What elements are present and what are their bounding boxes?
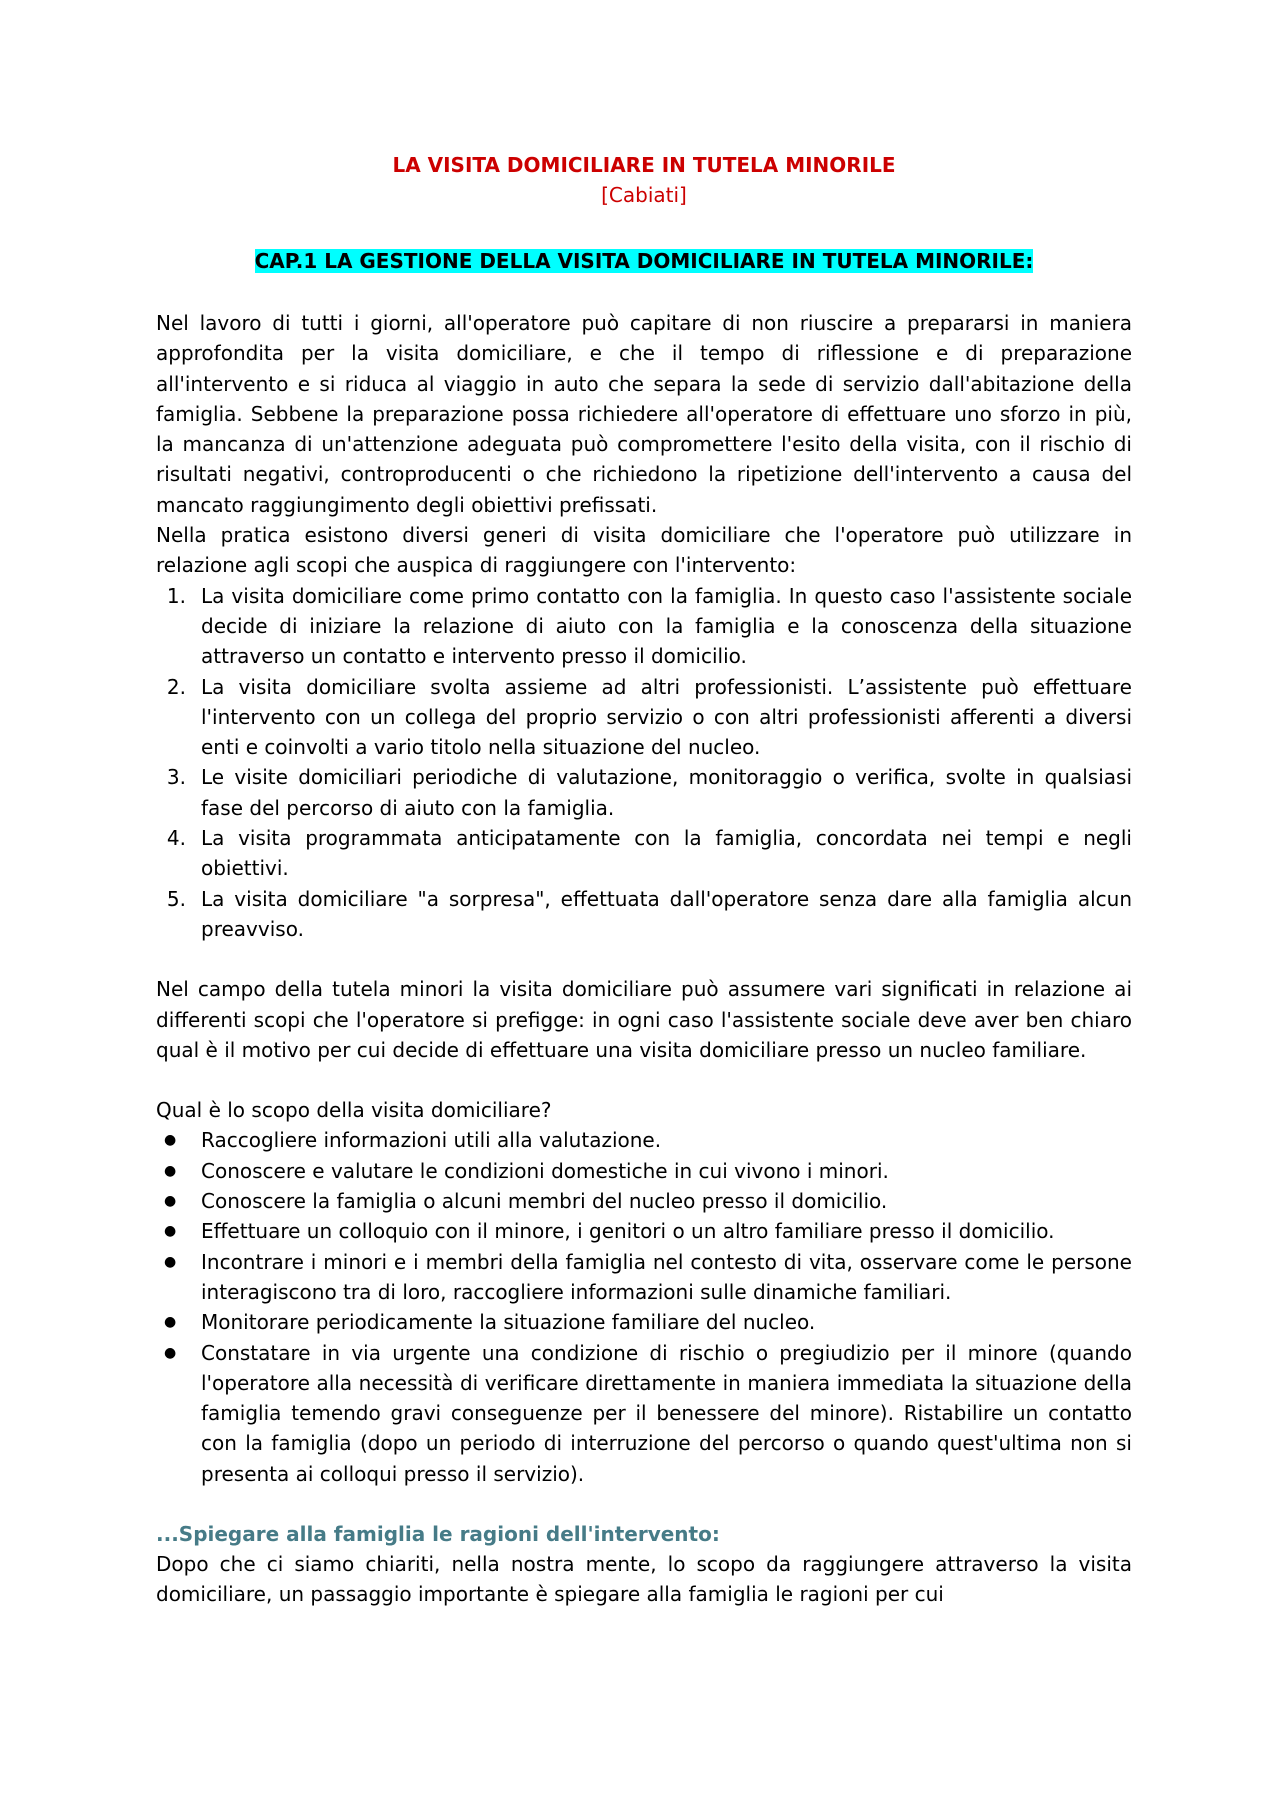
list-item-text: Constatare in via urgente una condizione di rischio o pregiudizio per il minore (quando l'operatore alla necessità di verificare direttamente in maniera immediata la situazione della famiglia temendo gravi conseguenze per il benessere del minore). Ristabilire un contatto con la famiglia (dopo un periodo di interruzione del percorso o quando quest'ultima non si presenta ai colloqui presso il servizio). <box>201 1340 1132 1486</box>
list-item-text: La visita domiciliare svolta assieme ad altri professionisti. L’assistente può effettuare l'intervento con un collega del proprio servizio o con altri professionisti afferenti a diversi enti e coinvolti a vario titolo nella situazione del nucleo. <box>201 674 1132 760</box>
list-item <box>156 884 1132 945</box>
list-item-text: La visita domiciliare come primo contatto con la famiglia. In questo caso l'assistente sociale decide di iniziare la relazione di aiuto con la famiglia e la conoscenza della situazione attraverso un contatto e intervento presso il domicilio. <box>201 583 1132 669</box>
visit-types-intro: Nella pratica esistono diversi generi di visita domiciliare che l'operatore può utilizzare in relazione agli scopi che auspica di raggiungere con l'intervento: <box>156 523 1132 578</box>
bullet-icon: ● <box>164 1132 177 1149</box>
list-item <box>156 1307 1132 1337</box>
document-title: LA VISITA DOMICILIARE IN TUTELA MINORILE <box>392 153 896 177</box>
purpose-question: Qual è lo scopo della visita domiciliare? <box>156 1098 552 1123</box>
bullet-icon: ● <box>164 1253 177 1270</box>
list-item-text: Conoscere e valutare le condizioni domestiche in cui vivono i minori. <box>201 1158 889 1183</box>
list-item <box>156 762 1132 823</box>
list-number: 4. <box>166 826 186 851</box>
list-item-text: Le visite domiciliari periodiche di valutazione, monitoraggio o verifica, svolte in qualsiasi fase del percorso di aiuto con la famiglia. <box>201 765 1132 820</box>
bullet-icon: ● <box>164 1193 177 1210</box>
visit-types-list <box>156 581 1132 945</box>
list-item <box>156 823 1132 884</box>
paragraph-spacer <box>156 1065 1132 1095</box>
paragraph-spacer <box>156 944 1132 974</box>
list-number: 5. <box>166 886 186 911</box>
chapter-heading-wrapper <box>156 246 1132 276</box>
list-item-text: Raccogliere informazioni utili alla valutazione. <box>201 1128 662 1153</box>
list-item-text: Incontrare i minori e i membri della famiglia nel contesto di vita, osservare come le persone interagiscono tra di loro, raccogliere informazioni sulle dinamiche familiari. <box>201 1249 1132 1304</box>
list-item-text: La visita domiciliare "a sorpresa", effettuata dall'operatore senza dare alla famiglia alcun preavviso. <box>201 886 1132 941</box>
list-item-text: Effettuare un colloquio con il minore, i genitori o un altro familiare presso il domicilio. <box>201 1219 1055 1244</box>
list-item <box>156 1338 1132 1489</box>
bullet-icon: ● <box>164 1314 177 1331</box>
list-item <box>156 672 1132 763</box>
list-item <box>156 1156 1132 1186</box>
bullet-icon: ● <box>164 1162 177 1179</box>
document-author: [Cabiati] <box>601 183 687 207</box>
section-paragraph: Dopo che ci siamo chiariti, nella nostra mente, lo scopo da raggiungere attraverso la visita domiciliare, un passaggio importante è spiegare alla famiglia le ragioni per cui <box>156 1551 1132 1607</box>
list-item <box>156 1186 1132 1216</box>
list-item <box>156 1247 1132 1308</box>
bullet-icon: ● <box>164 1223 177 1240</box>
meaning-paragraph: Nel campo della tutela minori la visita domiciliare può assumere vari significati in relazione ai differenti scopi che l'operatore si prefigge: in ogni caso l'assistente sociale deve aver ben chiaro qual è il motivo per cui decide di effettuare una visita domiciliare presso un nucleo familiare. <box>156 977 1132 1062</box>
purposes-list <box>156 1125 1132 1489</box>
list-number: 1. <box>166 583 186 608</box>
list-number: 3. <box>166 765 186 790</box>
list-item-text: Conoscere la famiglia o alcuni membri del nucleo presso il domicilio. <box>201 1189 888 1214</box>
chapter-heading: CAP.1 LA GESTIONE DELLA VISITA DOMICILIARE IN TUTELA MINORILE: <box>254 249 1034 273</box>
section-heading: ...Spiegare alla famiglia le ragioni dell'intervento: <box>156 1521 720 1546</box>
list-item-text: Monitorare periodicamente la situazione familiare del nucleo. <box>201 1310 816 1335</box>
bullet-icon: ● <box>164 1344 177 1361</box>
list-item <box>156 1125 1132 1155</box>
list-item <box>156 581 1132 672</box>
intro-paragraph: Nel lavoro di tutti i giorni, all'operatore può capitare di non riuscire a prepararsi in maniera approfondita per la visita domiciliare, e che il tempo di riflessione e di preparazione all'intervento e si riduca al viaggio in auto che separa la sede di servizio dall'abitazione della famiglia. Sebbene la preparazione possa richiedere all'operatore di effettuare uno sforzo in più, la mancanza di un'attenzione adeguata può compromettere l'esito della visita, con il rischio di risultati negativi, controproducenti o che richiedono la ripetizione dell'intervento a causa del mancato raggiungimento degli obiettivi prefissati. <box>156 311 1132 517</box>
list-number: 2. <box>166 674 186 699</box>
list-item <box>156 1216 1132 1246</box>
list-item-text: La visita programmata anticipatamente con la famiglia, concordata nei tempi e negli obiettivi. <box>201 826 1132 881</box>
paragraph-spacer <box>156 1489 1132 1519</box>
